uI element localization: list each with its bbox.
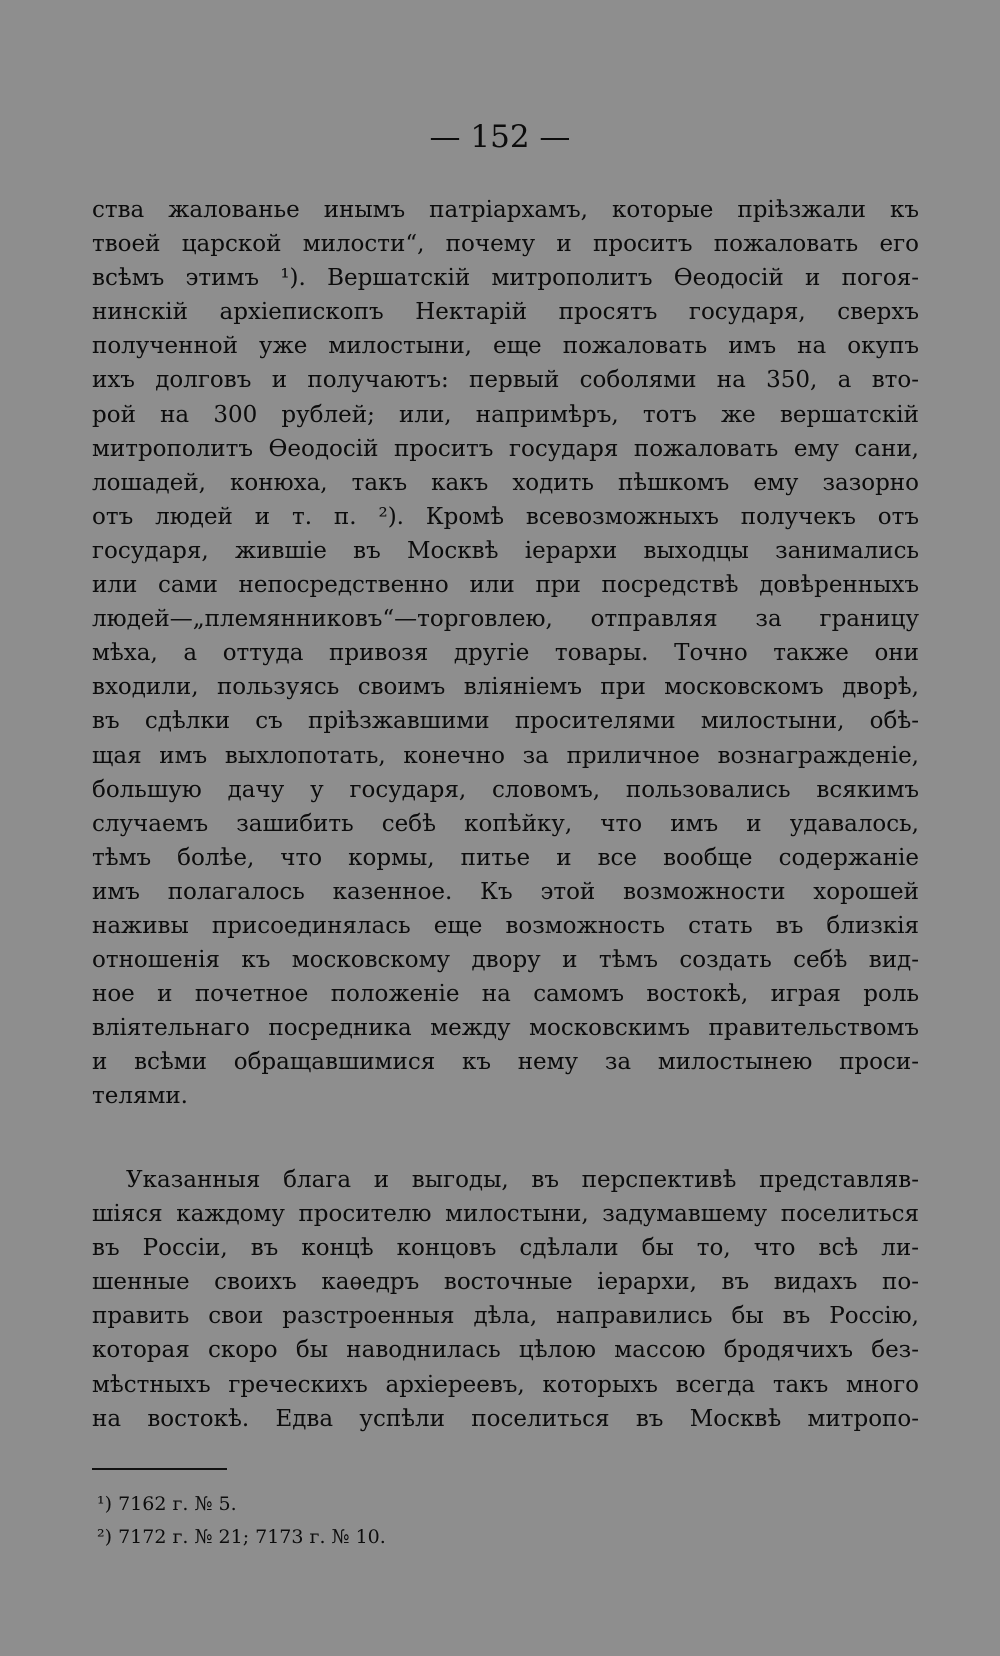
text-line: вліятельнаго посредника между московскимъ правительствомъ xyxy=(92,1015,919,1042)
text-line: которая скоро бы наводнилась цѣлою массою бродячихъ без- xyxy=(92,1337,919,1364)
text-line: полученной уже милостыни, еще пожаловать имъ на окупъ xyxy=(92,333,919,360)
footnote-1: ¹) 7162 г. № 5. xyxy=(97,1493,237,1515)
text-line: шенные своихъ каѳедръ восточные іерархи, въ видахъ по- xyxy=(92,1269,919,1296)
text-line: всѣмъ этимъ ¹). Вершатскій митрополитъ Ѳеодосій и погоя- xyxy=(92,265,919,292)
text-line: править свои разстроенныя дѣла, направились бы въ Россію, xyxy=(92,1303,919,1330)
text-line: отъ людей и т. п. ²). Кромѣ всевозможныхъ получекъ отъ xyxy=(92,503,919,530)
text-line: государя, жившіе въ Москвѣ іерархи выходцы занимались xyxy=(92,537,919,564)
text-line: ное и почетное положеніе на самомъ востокѣ, играя роль xyxy=(92,981,919,1008)
paragraph-2 xyxy=(92,1163,919,1436)
text-line: въ сдѣлки съ пріѣзжавшими просителями милостыни, обѣ- xyxy=(92,708,919,735)
text-line: ства жалованье инымъ патріархамъ, которые пріѣзжали къ xyxy=(92,197,919,223)
text-line: телями. xyxy=(92,1083,188,1110)
text-line: ихъ долговъ и получаютъ: первый соболями на 350, а вто- xyxy=(92,367,919,394)
text-line: твоей царской милости“, почему и проситъ пожаловать его xyxy=(92,231,919,258)
text-line: Указанныя блага и выгоды, въ перспективѣ представляв- xyxy=(126,1167,919,1193)
text-line: рой на 300 рублей; или, напримѣръ, тотъ же вершатскій xyxy=(92,401,919,428)
text-line: большую дачу у государя, словомъ, пользовались всякимъ xyxy=(92,776,919,803)
paragraph-1 xyxy=(92,193,919,1114)
text-line: мѣха, а оттуда привозя другіе товары. Точно также они xyxy=(92,640,919,667)
text-line: людей—„племянниковъ“—торговлею, отправляя за границу xyxy=(92,606,919,633)
footnote-divider xyxy=(92,1468,227,1470)
footnote-2: ²) 7172 г. № 21; 7173 г. № 10. xyxy=(97,1526,386,1548)
text-line: митрополитъ Ѳеодосій проситъ государя пожаловать ему сани, xyxy=(92,435,919,462)
text-line: нинскій архіепископъ Нектарій просятъ государя, сверхъ xyxy=(92,299,919,326)
text-line: мѣстныхъ греческихъ архіереевъ, которыхъ всегда такъ много xyxy=(92,1371,919,1398)
text-line: шіяся каждому просителю милостыни, задумавшему поселиться xyxy=(92,1201,919,1228)
text-line: наживы присоединялась еще возможность стать въ близкія xyxy=(92,912,919,939)
page-number: — 152 — xyxy=(429,119,571,155)
text-line: въ Россіи, въ концѣ концовъ сдѣлали бы то, что всѣ ли- xyxy=(92,1235,919,1262)
text-line: лошадей, конюха, такъ какъ ходить пѣшкомъ ему зазорно xyxy=(92,469,919,496)
text-line: и всѣми обращавшимися къ нему за милостынею проси- xyxy=(92,1049,919,1076)
text-line: на востокѣ. Едва успѣли поселиться въ Москвѣ митропо- xyxy=(92,1405,919,1432)
text-line: щая имъ выхлопотать, конечно за приличное вознагражденіе, xyxy=(92,742,919,769)
text-line: имъ полагалось казенное. Къ этой возможности хорошей xyxy=(92,878,919,905)
text-line: отношенія къ московскому двору и тѣмъ создать себѣ вид- xyxy=(92,947,919,974)
footnotes xyxy=(97,1488,597,1554)
text-line: тѣмъ болѣе, что кормы, питье и все вообще содержаніе xyxy=(92,844,919,871)
text-line: входили, пользуясь своимъ вліяніемъ при московскомъ дворѣ, xyxy=(92,674,919,701)
text-line: или сами непосредственно или при посредствѣ довѣренныхъ xyxy=(92,572,919,599)
text-line: случаемъ зашибить себѣ копѣйку, что имъ и удавалось, xyxy=(92,810,919,837)
